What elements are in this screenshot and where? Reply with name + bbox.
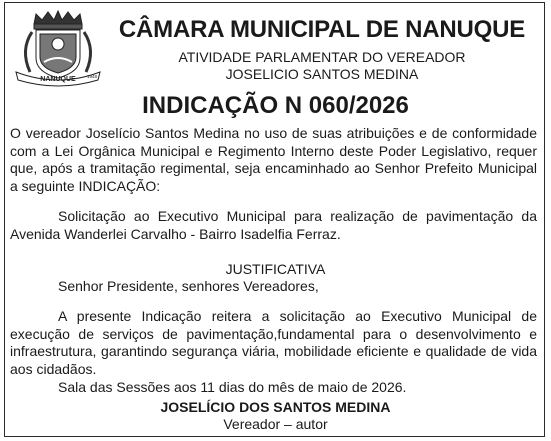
signer-role: Vereador – autor [223, 416, 328, 432]
crest-year: 1948 [86, 74, 98, 79]
request-paragraph: Solicitação ao Executivo Municipal para realização de pavimentação da Avenida Wanderlei Carvalho - Bairro Isadelfia Ferraz. [10, 208, 537, 242]
justification-paragraph: A presente Indicação reitera a solicitação ao Executivo Municipal de execução de serviços de pavimentação,fundamental para o desenvolvimento e infraestrutura, garantindo segurança viária, mobilidade eficiente e qualidade de vida aos cidadãos. [10, 308, 537, 377]
signer-name: JOSELÍCIO DOS SANTOS MEDINA [160, 399, 391, 415]
document-heading: INDICAÇÃO N 060/2026 [142, 92, 409, 119]
crest-motto: NANUQUE [40, 76, 76, 83]
subtitle-councillor: JOSELICIO SANTOS MEDINA [225, 66, 419, 82]
municipal-crest-logo [12, 10, 104, 88]
institution-title: CÂMARA MUNICIPAL DE NANUQUE [118, 16, 526, 43]
subtitle-activity: ATIVIDADE PARLAMENTAR DO VEREADOR [178, 49, 466, 65]
justification-title: JUSTIFICATIVA [225, 261, 326, 277]
intro-paragraph: O vereador Joselício Santos Medina no uso de suas atribuições e de conformidade com a Lei Orgânica Municipal e Regimento Interno deste Poder Legislativo, requer que, após a tramitação regimental, seja encaminhado ao Senhor Prefeito Municipal a seguinte INDICAÇÃO: [10, 125, 537, 194]
greeting: Senhor Presidente, senhores Vereadores, [58, 278, 319, 294]
closing-line: Sala das Sessões aos 11 dias do mês de maio de 2026. [58, 379, 407, 395]
